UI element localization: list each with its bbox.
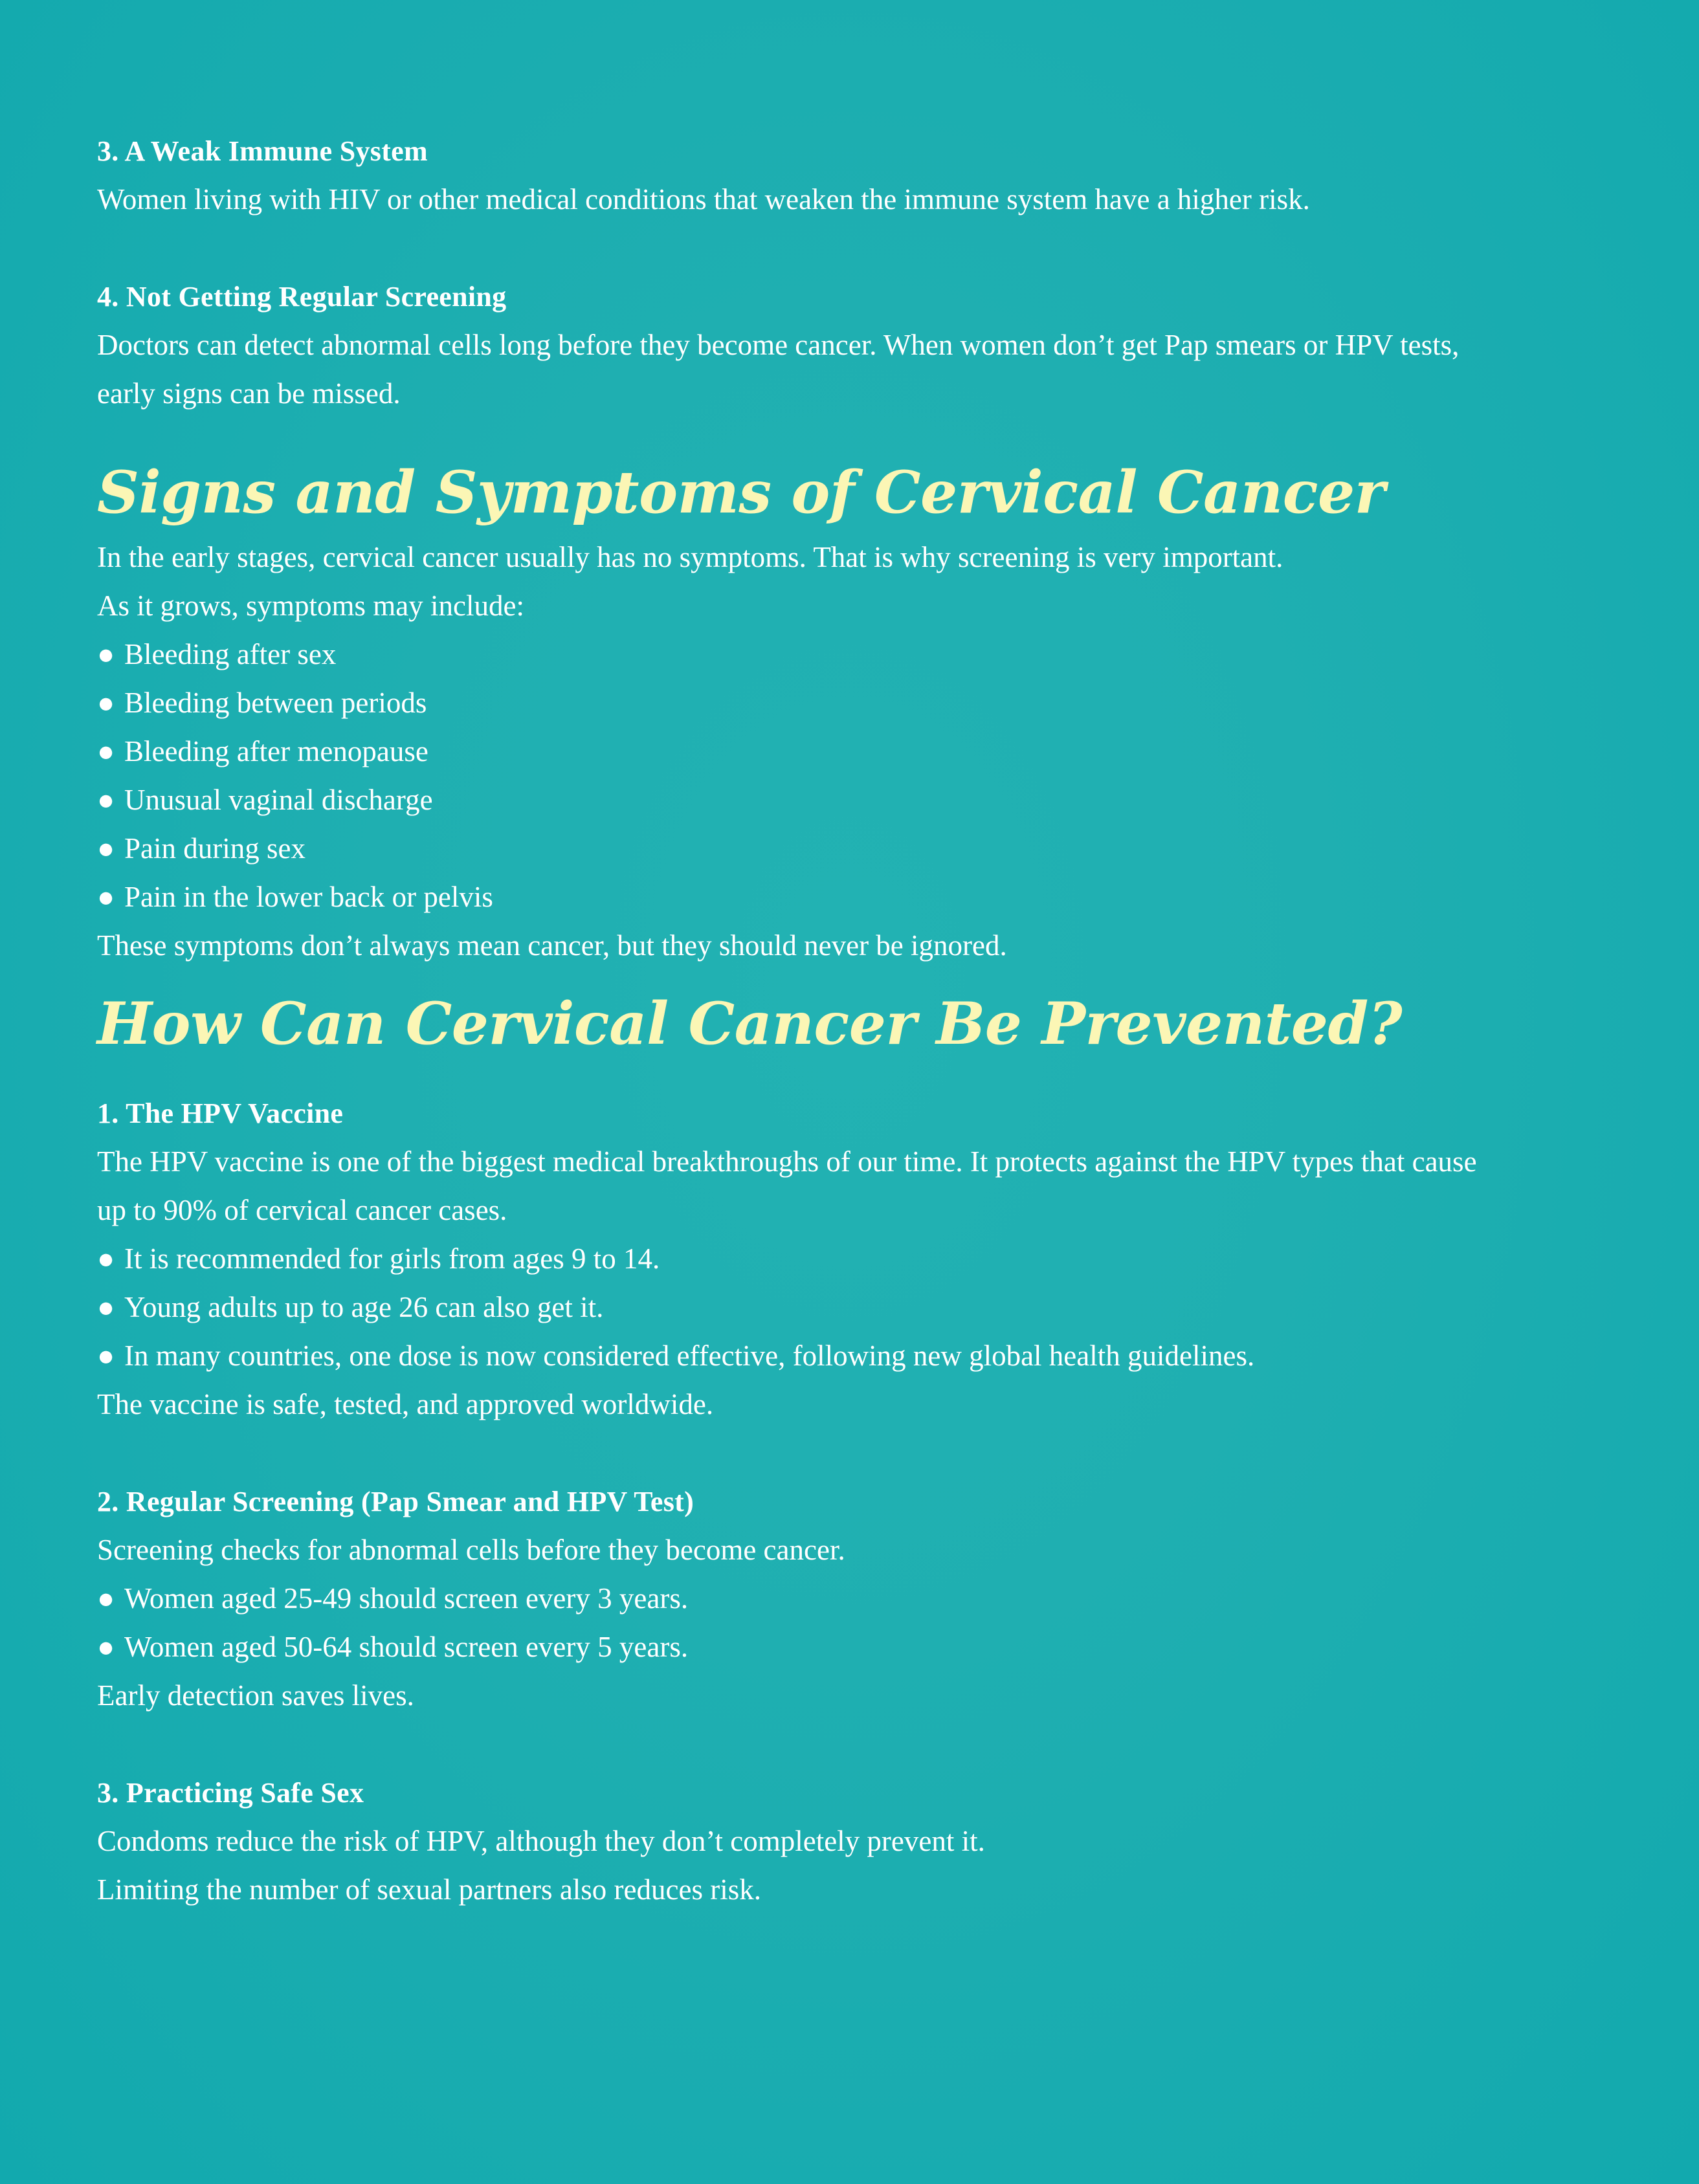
list-item-text: Women aged 25-49 should screen every 3 years. [124, 1582, 689, 1615]
no-screening-text-line-1: Doctors can detect abnormal cells long before they become cancer. When women don’t get Pap smears or HPV tests, [97, 329, 1460, 361]
bullet-icon: ● [97, 735, 115, 767]
safe-sex-text-line-1: Condoms reduce the risk of HPV, although they don’t completely prevent it. [97, 1825, 985, 1857]
list-item [97, 1235, 1602, 1283]
list-item-text: Pain during sex [124, 832, 305, 865]
safe-sex-text-line-2: Limiting the number of sexual partners also reduces risk. [97, 1873, 761, 1906]
list-item [97, 824, 1602, 873]
vaccine-outro: The vaccine is safe, tested, and approved worldwide. [97, 1388, 714, 1420]
bullet-icon: ● [97, 1631, 115, 1663]
list-item [97, 1574, 1602, 1623]
list-item-text: In many countries, one dose is now considered effective, following new global health guidelines. [124, 1340, 1255, 1372]
bullet-icon: ● [97, 1582, 115, 1615]
list-item-text: Pain in the lower back or pelvis [124, 881, 493, 913]
screening-outro: Early detection saves lives. [97, 1679, 414, 1712]
spacer [97, 1429, 1602, 1477]
list-item-text: Young adults up to age 26 can also get it. [124, 1291, 604, 1323]
list-item [97, 630, 1602, 679]
weak-immune-text: Women living with HIV or other medical conditions that weaken the immune system have a higher risk. [97, 183, 1310, 215]
list-item [97, 1623, 1602, 1671]
vaccine-text-line-1: The HPV vaccine is one of the biggest medical breakthroughs of our time. It protects against the HPV types that cause [97, 1145, 1477, 1178]
no-screening-text-line-2: early signs can be missed. [97, 377, 401, 410]
list-item-text: It is recommended for girls from ages 9 to 14. [124, 1242, 660, 1275]
bullet-icon: ● [97, 638, 115, 670]
symptoms-outro: These symptoms don’t always mean cancer, but they should never be ignored. [97, 929, 1007, 962]
list-item [97, 1283, 1602, 1332]
symptoms-intro-1: In the early stages, cervical cancer usually has no symptoms. That is why screening is very important. [97, 541, 1283, 573]
symptoms-heading: Signs and Symptoms of Cervical Cancer [97, 458, 1385, 527]
list-item [97, 727, 1602, 776]
bullet-icon: ● [97, 1340, 115, 1372]
list-item [97, 1332, 1602, 1380]
spacer [97, 1720, 1602, 1769]
bullet-icon: ● [97, 832, 115, 865]
screening-text: Screening checks for abnormal cells before they become cancer. [97, 1534, 845, 1566]
screening-title: 2. Regular Screening (Pap Smear and HPV Test) [97, 1486, 694, 1517]
symptoms-intro-2: As it grows, symptoms may include: [97, 590, 524, 622]
safe-sex-title: 3. Practicing Safe Sex [97, 1777, 364, 1809]
vaccine-text-line-2: up to 90% of cervical cancer cases. [97, 1194, 507, 1226]
bullet-icon: ● [97, 881, 115, 913]
bullet-icon: ● [97, 1291, 115, 1323]
vaccine-list [97, 1235, 1602, 1380]
bullet-icon: ● [97, 687, 115, 719]
list-item-text: Women aged 50-64 should screen every 5 years. [124, 1631, 689, 1663]
no-screening-title: 4. Not Getting Regular Screening [97, 281, 507, 313]
list-item [97, 776, 1602, 824]
list-item-text: Bleeding after sex [124, 638, 337, 670]
list-item [97, 679, 1602, 727]
list-item-text: Unusual vaginal discharge [124, 784, 433, 816]
screening-list [97, 1574, 1602, 1671]
vaccine-title: 1. The HPV Vaccine [97, 1098, 344, 1129]
prevention-heading: How Can Cervical Cancer Be Prevented? [97, 989, 1403, 1058]
bullet-icon: ● [97, 784, 115, 816]
list-item [97, 873, 1602, 921]
spacer [97, 224, 1602, 272]
bullet-icon: ● [97, 1242, 115, 1275]
list-item-text: Bleeding between periods [124, 687, 427, 719]
weak-immune-title: 3. A Weak Immune System [97, 135, 428, 167]
list-item-text: Bleeding after menopause [124, 735, 428, 767]
symptoms-list [97, 630, 1602, 921]
